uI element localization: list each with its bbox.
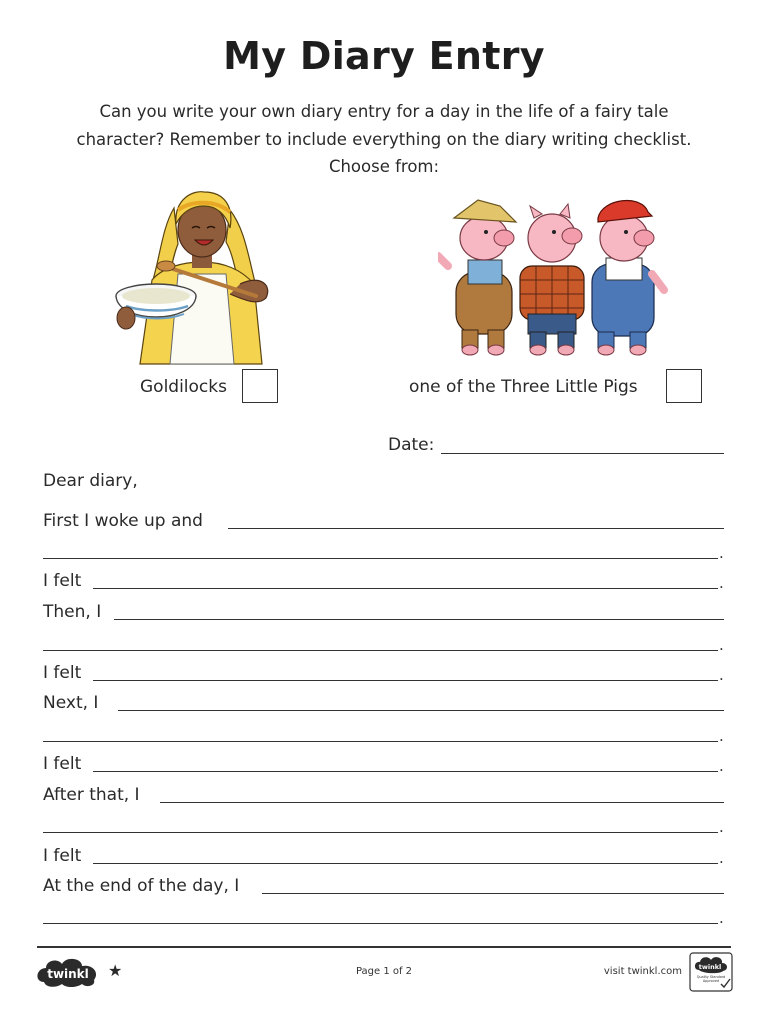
instructions xyxy=(40,98,728,181)
prompt-first: First I woke up and xyxy=(43,511,203,531)
writing-line-then-cont[interactable] xyxy=(43,650,718,651)
date-label: Date: xyxy=(388,435,435,455)
instructions-line-1: Can you write your own diary entry for a day in the life of a fairy tale xyxy=(99,102,669,121)
period-mark: . xyxy=(719,909,724,927)
footer-divider xyxy=(37,946,731,948)
prompt-felt-1: I felt xyxy=(43,571,82,591)
prompt-then: Then, I xyxy=(43,602,102,622)
choice-three-little-pigs-checkbox[interactable] xyxy=(666,369,702,403)
pig-three xyxy=(592,201,664,355)
writing-line-felt-3[interactable] xyxy=(93,771,718,772)
instructions-line-3: Choose from: xyxy=(328,157,440,176)
choice-three-little-pigs-label: one of the Three Little Pigs xyxy=(409,377,638,397)
pig-one xyxy=(438,200,516,355)
prompt-after: After that, I xyxy=(43,785,140,805)
writing-line-then[interactable] xyxy=(114,619,724,620)
writing-line-next[interactable] xyxy=(118,710,724,711)
prompt-felt-4: I felt xyxy=(43,846,82,866)
goldilocks-illustration xyxy=(112,188,277,366)
period-mark: . xyxy=(719,818,724,836)
period-mark: . xyxy=(719,849,724,867)
writing-line-felt-2[interactable] xyxy=(93,680,718,681)
visit-link[interactable]: visit twinkl.com xyxy=(603,966,682,977)
period-mark: . xyxy=(719,544,724,562)
writing-line-first-cont[interactable] xyxy=(43,558,718,559)
pig-two xyxy=(520,204,584,355)
twinkl-logo-text: twinkl xyxy=(47,967,89,981)
writing-line-felt-4[interactable] xyxy=(93,863,718,864)
instructions-line-2: character? Remember to include everything on the diary writing checklist. xyxy=(76,129,692,149)
period-mark: . xyxy=(719,636,724,654)
badge-caption: Quality Standard Approved xyxy=(696,975,726,983)
greeting: Dear diary, xyxy=(43,471,138,491)
writing-line-first[interactable] xyxy=(228,528,724,529)
writing-line-end-cont[interactable] xyxy=(43,923,718,924)
prompt-end: At the end of the day, I xyxy=(43,876,240,896)
quality-standard-badge xyxy=(689,952,733,992)
prompt-felt-3: I felt xyxy=(43,754,82,774)
choice-goldilocks-checkbox[interactable] xyxy=(242,369,278,403)
writing-line-end[interactable] xyxy=(262,893,724,894)
date-line[interactable] xyxy=(441,453,724,454)
writing-line-after-cont[interactable] xyxy=(43,832,718,833)
writing-line-next-cont[interactable] xyxy=(43,741,718,742)
badge-brand-text: twinkl xyxy=(698,963,722,971)
period-mark: . xyxy=(719,727,724,745)
writing-line-felt-1[interactable] xyxy=(93,588,718,589)
three-little-pigs-illustration xyxy=(438,194,670,360)
period-mark: . xyxy=(719,574,724,592)
prompt-next: Next, I xyxy=(43,693,99,713)
period-mark: . xyxy=(719,757,724,775)
star-icon: ★ xyxy=(108,961,123,980)
page-title: My Diary Entry xyxy=(223,34,545,78)
period-mark: . xyxy=(719,666,724,684)
writing-line-after[interactable] xyxy=(160,802,724,803)
prompt-felt-2: I felt xyxy=(43,663,82,683)
page-number: Page 1 of 2 xyxy=(355,966,413,977)
choice-goldilocks-label: Goldilocks xyxy=(140,377,227,397)
